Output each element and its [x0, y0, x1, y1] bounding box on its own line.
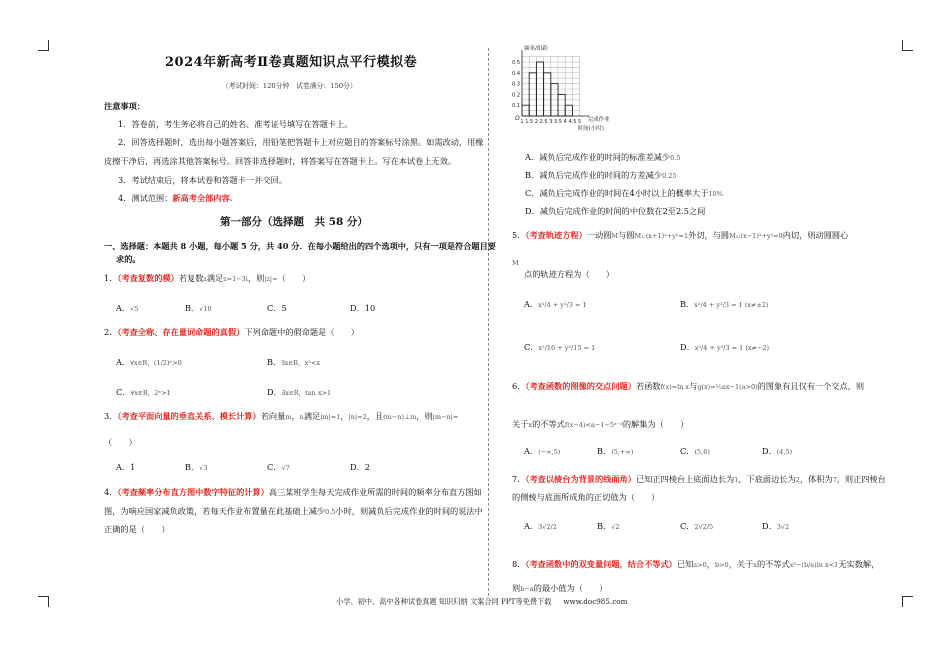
option-letter: A．	[116, 303, 131, 313]
notice-item-3: 3．考试结束后，将本试卷和答题卡一并交回。	[118, 175, 287, 185]
option-letter: A．	[116, 357, 131, 367]
q8-tag: （考查函数中的双变量问题，结合不等式）	[525, 559, 677, 569]
q4-math: 0.5	[325, 508, 336, 516]
q5-math: M₁:(x+1)²+y²=1	[634, 232, 689, 240]
page-subtitle: （考试时间：120分钟 试卷满分：150分）	[222, 82, 357, 90]
x-axis-label: 时间(小时)	[577, 126, 604, 132]
option-value: x²/4 + y²/3 = 1 (x≠−2)	[694, 344, 770, 352]
option-text: 减负后完成作业的时间的方差减少	[539, 170, 663, 180]
q6-math: f(x)=ln x	[660, 383, 690, 391]
option-value: ∀x∈R，(1/2)ˣ>0	[130, 359, 182, 367]
q1-number: 1．	[104, 273, 118, 283]
option-letter: C．	[525, 188, 540, 198]
q7-text: ，则正四棱台	[836, 474, 886, 484]
y-tick-label: 0.5	[512, 60, 520, 66]
q1-option-c[interactable]	[267, 302, 287, 314]
q3-text: 若向量	[260, 411, 286, 421]
q4-tag: （考查频率分布直方图中数字特征的计算）	[117, 487, 269, 497]
page-footer	[336, 597, 627, 607]
option-letter: D．	[267, 387, 282, 397]
option-value: (5,6)	[694, 448, 710, 456]
option-letter: D．	[680, 342, 695, 352]
q3-option-d[interactable]	[350, 461, 370, 473]
q4-text: 高三某班学生每天完成作业所需的时间的频率分布直方图如	[268, 487, 482, 497]
option-value: x²/16 + y²/15 = 1	[538, 344, 596, 352]
q2-tag: （考查全称、存在量词命题的真假）	[117, 327, 245, 337]
q5-option-a[interactable]	[524, 298, 587, 311]
option-letter: D．	[525, 206, 540, 216]
x-tick-label: 1	[520, 119, 524, 125]
page-title: 2024年新高考Ⅱ卷真题知识点平行模拟卷	[165, 55, 418, 70]
x-tick-label: 1.5	[525, 119, 534, 125]
q4-number: 4．	[104, 487, 118, 497]
option-value: √2	[611, 523, 620, 531]
section-heading: 一、选择题：本题共 8 小题，每小题 5 分，共 40 分．在每小题给出的四个选项中，只有一项是符合题目要	[104, 241, 496, 251]
question-4	[104, 486, 482, 498]
q2-number: 2．	[104, 327, 118, 337]
question-3	[104, 410, 458, 423]
crop-mark-top-right	[902, 40, 913, 51]
q7-math: 1	[734, 476, 739, 484]
q6-text: 的不等式	[532, 419, 565, 429]
q5-option-c[interactable]	[524, 341, 595, 354]
frequency-histogram	[508, 44, 658, 136]
q6-math: x	[528, 421, 533, 429]
q6-text: 的解集为（ ）	[622, 419, 689, 429]
q5-math: M	[611, 232, 619, 240]
question-6	[512, 380, 864, 393]
option-value: √7	[281, 464, 290, 472]
q1-text: 若复数	[178, 273, 204, 283]
option-value: ∃x∈R，tan x>1	[281, 389, 332, 397]
section-heading-cont: 求的。	[116, 254, 141, 264]
q8-text: ，	[706, 559, 715, 569]
q1-text: 满足	[206, 273, 224, 283]
q6-math: f(x−4)<a−1−5ˣ⁻⁴	[564, 421, 623, 429]
option-math: 10%	[708, 190, 723, 198]
q6-tag: （考查函数的图像的交点问题）	[525, 381, 636, 391]
option-letter: C．	[267, 462, 282, 472]
option-letter: D．	[350, 462, 365, 472]
q8-text: 已知	[676, 559, 694, 569]
column-divider	[488, 48, 490, 596]
option-letter: B．	[680, 299, 695, 309]
q3-math: |m−n|=	[432, 413, 459, 421]
q7-text: ，体积为	[799, 474, 833, 484]
q4-line-2	[104, 505, 483, 518]
y-tick-label: 0.2	[512, 92, 520, 99]
q5-line-2: 点的轨迹方程为（ ）	[524, 269, 615, 279]
x-tick-label: 2.5	[539, 119, 548, 125]
question-8	[512, 558, 879, 571]
notice-item-2-cont: 皮擦干净后，再选涂其他答案标号。回答非选择题时，将答案写在答题卡上。写在本试卷上无效。	[104, 156, 457, 166]
option-value: √5	[130, 305, 139, 313]
question-5	[512, 229, 848, 242]
q5-text: 内切，则动圆圆心	[782, 230, 849, 240]
option-letter: C．	[116, 387, 131, 397]
notice-heading: 注意事项：	[104, 101, 145, 111]
q7-option-d[interactable]	[762, 520, 789, 533]
option-text: 减负后完成作业的时间的中位数在2至2.5之间	[539, 206, 706, 216]
q2-option-a[interactable]	[116, 356, 182, 369]
q2-option-c[interactable]	[116, 386, 171, 399]
option-letter: B．	[185, 462, 200, 472]
option-value: (5,+∞)	[611, 448, 634, 456]
q7-option-c[interactable]	[680, 520, 713, 533]
option-letter: A．	[525, 152, 540, 162]
q1-math-z: z	[203, 275, 207, 283]
q8-text: 则	[512, 583, 521, 593]
q5-math-m: M	[512, 259, 519, 267]
x-tick-label: 4.5	[568, 119, 577, 125]
option-letter: D．	[762, 446, 777, 456]
x-axis-label: 完成作业	[587, 117, 610, 123]
q6-text: 与	[689, 381, 698, 391]
q1-math-mod: |z|=	[264, 275, 278, 283]
notice-item-1: 1．答卷前，考生务必将自己的姓名、准考证号填写在答题卡上。	[118, 119, 353, 129]
option-letter: C．	[524, 342, 539, 352]
option-letter: A．	[524, 521, 539, 531]
x-tick-label: 3	[549, 119, 553, 125]
histogram-plot	[512, 44, 610, 132]
option-letter: B．	[597, 521, 612, 531]
q3-math: m	[285, 413, 292, 421]
q3-option-c[interactable]	[267, 461, 290, 474]
option-value: √3	[199, 464, 208, 472]
question-2	[104, 326, 359, 338]
option-value: ∃x∈R，x²<x	[281, 359, 320, 367]
q7-text: ，下底面边长为	[738, 474, 796, 484]
option-value: 5	[281, 303, 287, 313]
q8-line-2	[512, 582, 607, 595]
q7-text: 已知正四棱台上底面边长为	[635, 474, 735, 484]
q3-text: ，	[340, 411, 349, 421]
q6-option-c[interactable]	[680, 445, 710, 458]
q4-text: 小时，则减负后完成作业的时间的说法中	[335, 506, 483, 516]
option-value: (−∞,5)	[538, 448, 561, 456]
q3-text: ，则	[416, 411, 433, 421]
option-value: (4,5)	[776, 448, 793, 456]
q8-text: 的不等式	[756, 559, 790, 569]
q1-tag: （考查复数的模）	[117, 273, 179, 283]
q3-math: |n|=2	[348, 413, 367, 421]
q4-option-a[interactable]	[525, 151, 680, 164]
x-tick-label: 5	[578, 119, 582, 125]
q3-tag: （考查平面向量的垂直关系、模长计算）	[117, 411, 261, 421]
x-tick-label: 4	[563, 119, 567, 125]
notice-item-2: 2．回答选择题时，选出每小题答案后，用铅笔把答题卡上对应题目的答案标号涂黑。如需改动，用橡	[118, 137, 484, 147]
option-letter: B．	[525, 170, 540, 180]
q4-text: 图，为响应国家减负政策，若每天作业布置量在此基础上减少	[104, 506, 326, 516]
part1-title: 第一部分（选择题 共 58 分）	[220, 216, 368, 228]
y-tick-label: 0.3	[512, 81, 520, 88]
q5-option-d[interactable]	[680, 341, 769, 354]
option-math: 0.5	[670, 154, 681, 162]
notice-item-4	[118, 192, 233, 204]
q2-option-b[interactable]	[267, 356, 320, 369]
option-value: 2√2/5	[694, 523, 714, 531]
q3-option-a[interactable]	[116, 461, 135, 473]
q6-text: 若函数	[635, 381, 661, 391]
option-letter: A．	[524, 299, 539, 309]
q5-text: 一动圆	[586, 230, 612, 240]
q3-number: 3．	[104, 411, 118, 421]
q6-option-b[interactable]	[597, 445, 633, 458]
q7-tag: （考查以棱台为背景的线面角）	[525, 474, 636, 484]
question-7	[512, 473, 886, 486]
option-letter: B．	[597, 446, 612, 456]
q8-number: 8．	[512, 559, 526, 569]
q6-text: 的图象有且仅有一个交点，则	[757, 381, 865, 391]
crop-mark-top-left	[38, 40, 49, 51]
crop-mark-bottom-right	[902, 596, 913, 607]
q8-math: a>0	[693, 561, 707, 569]
q4-option-d[interactable]	[525, 205, 705, 217]
q7-option-a[interactable]	[524, 520, 557, 533]
q6-line-2	[512, 418, 688, 431]
footer-site-link[interactable]: www.doc985.com	[563, 597, 628, 606]
q4-line-3: 正确的是（ ）	[104, 524, 170, 534]
option-letter: B．	[185, 303, 200, 313]
option-letter: D．	[762, 521, 777, 531]
option-text: 减负后完成作业的时间的标准差减少	[539, 152, 671, 162]
option-letter: C．	[267, 303, 282, 313]
option-value: 10	[364, 303, 376, 313]
x-tick-label: 3.5	[554, 119, 562, 125]
q3-math: |m|=1	[320, 413, 341, 421]
q5-tag: （考查轨迹方程）	[525, 230, 587, 240]
option-value: x²/4 + y²/3 = 1	[538, 301, 587, 309]
q3-text: ，	[291, 411, 300, 421]
q1-option-b[interactable]	[185, 302, 212, 315]
q5-text: 外切，与圆	[688, 230, 730, 240]
q5-option-b[interactable]	[680, 298, 769, 311]
q3-option-b[interactable]	[185, 461, 208, 474]
q3-text: ，且	[366, 411, 384, 421]
q6-option-a[interactable]	[524, 445, 560, 458]
q1-paren: （ ）	[277, 273, 311, 283]
q7-option-b[interactable]	[597, 520, 620, 533]
option-letter: A．	[524, 446, 539, 456]
option-value: x²/4 + y²/3 = 1 (x≠±2)	[694, 301, 769, 309]
q7-line-2: 的侧棱与底面所成角的正切值为（ ）	[512, 492, 660, 502]
q7-math: 2	[795, 476, 800, 484]
q3-math: n	[299, 413, 304, 421]
option-letter: C．	[680, 521, 695, 531]
y-axis-label: 频率/组距	[524, 46, 548, 52]
q4-option-b[interactable]	[525, 169, 677, 182]
q1-math-eq: z=1−3i	[223, 275, 248, 283]
q8-text: 的最小值为（ ）	[533, 583, 608, 593]
q8-text: 无实数解，	[838, 559, 880, 569]
q8-text: ，关于	[728, 559, 754, 569]
q6-option-d[interactable]	[762, 445, 792, 458]
option-value: ∀x∈R，2ˣ>1	[130, 389, 171, 397]
option-value: 2	[364, 462, 370, 472]
option-letter: B．	[267, 357, 282, 367]
q1-option-a[interactable]	[116, 302, 138, 315]
q6-text: 关于	[512, 419, 529, 429]
q2-text: 下列命题中的假命题是（ ）	[244, 327, 359, 337]
option-math: 0.25	[662, 172, 677, 180]
q1-text: ，则	[247, 273, 265, 283]
test-scope-value: 新高考全部内容.	[172, 193, 233, 203]
q3-math: (m−n)⊥m	[383, 413, 417, 421]
q3-paren: （ ）	[104, 437, 137, 447]
option-text: 减负后完成作业的时间在4小时以上的概率大于	[539, 188, 709, 198]
q8-math: b−a	[520, 585, 534, 593]
q5-number: 5．	[512, 230, 526, 240]
question-1	[104, 272, 310, 285]
q7-number: 7．	[512, 474, 526, 484]
q6-number: 6．	[512, 381, 526, 391]
option-letter: D．	[350, 303, 365, 313]
q8-math: x²−(b/a)ln x<1	[789, 561, 839, 569]
notice-item-4-label: 4．测试范围：	[118, 193, 173, 203]
crop-mark-bottom-left	[38, 596, 49, 607]
q2-option-d[interactable]	[267, 386, 331, 399]
option-value: 3√2	[776, 523, 790, 531]
option-value: 3√2/2	[538, 523, 557, 531]
q5-text: 与圆	[618, 230, 635, 240]
origin-label: O	[515, 115, 520, 122]
q4-option-c[interactable]	[525, 187, 723, 200]
q8-math: b>0	[714, 561, 729, 569]
option-letter: C．	[680, 446, 695, 456]
footer-text: 小学、初中、高中各种试卷真题 知识归纳 文案合同 PPT等免费下载	[336, 597, 552, 606]
q6-math: g(x)=½ax−1(a>0)	[697, 383, 758, 391]
x-tick-label: 2	[534, 119, 538, 125]
option-letter: A．	[116, 462, 131, 472]
q7-math: 7	[832, 476, 837, 484]
y-tick-label: 0.1	[512, 103, 520, 110]
option-value: 1	[130, 462, 136, 472]
q5-math: M₂:(x−1)²+y²=9	[729, 232, 783, 240]
q3-text: 满足	[303, 411, 321, 421]
q1-option-d[interactable]	[350, 302, 375, 314]
option-value: √10	[199, 305, 212, 313]
q8-math: x	[753, 561, 757, 569]
y-tick-label: 0.4	[512, 70, 520, 77]
